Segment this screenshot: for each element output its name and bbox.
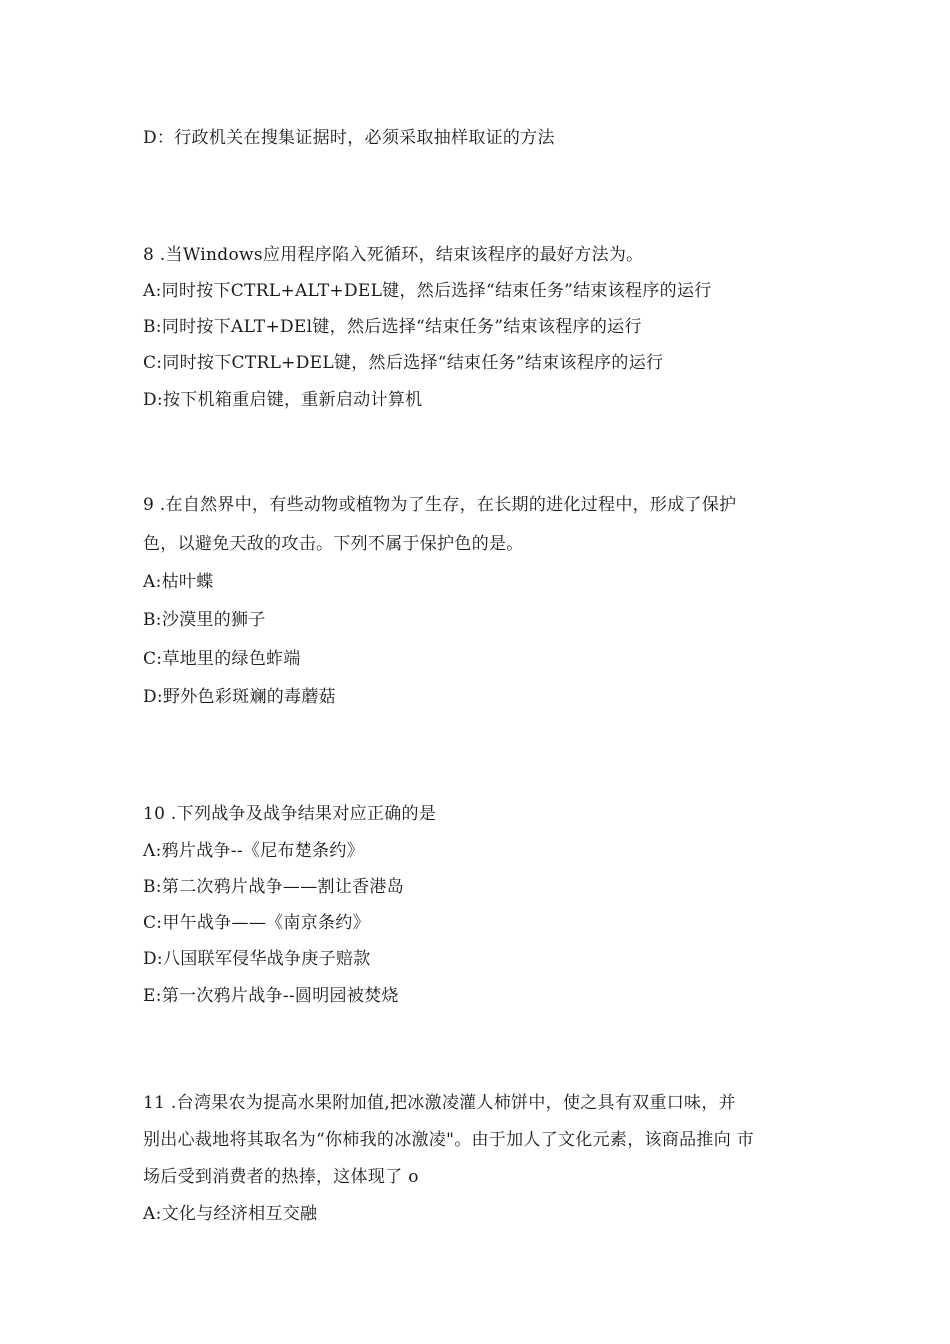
q8-option-d: D:按下机箱重启键，重新启动计算机	[143, 390, 423, 410]
q10-option-e: E:第一次鸦片战争--圆明园被焚烧	[143, 986, 399, 1006]
q9-option-c: C:草地里的绿色蚱端	[143, 649, 301, 669]
q11-stem-line3: 场后受到消费者的热捧，这体现了 o	[143, 1167, 419, 1187]
q8-option-a: A:同时按下CTRL+ALT+DEL键，然后选择“结束任务”结束该程序的运行	[143, 281, 712, 301]
q9-option-a: A:枯叶蝶	[143, 572, 214, 592]
q10-option-b: B:第二次鸦片战争——割让香港岛	[143, 877, 405, 897]
q9-stem-line1: 9 .在自然界中，有些动物或植物为了生存，在长期的进化过程中，形成了保护	[143, 495, 737, 515]
q11-option-a: A:文化与经济相互交融	[143, 1204, 318, 1224]
q10-option-c: C:甲午战争——《南京条约》	[143, 913, 370, 933]
q9-stem-line2: 色，以避免天敌的攻击。下列不属于保护色的是。	[143, 534, 524, 554]
q11-stem-line1: 11 .台湾果农为提高水果附加值,把冰激凌灌人柿饼中，使之具有双重口味，并	[143, 1093, 736, 1113]
q10-stem: 10 .下列战争及战争结果对应正确的是	[143, 804, 437, 824]
q7-option-d: D：行政机关在搜集证据时，必须采取抽样取证的方法	[143, 128, 555, 148]
q9-option-b: B:沙漠里的狮子	[143, 610, 266, 630]
q10-option-d: D:八国联军侵华战争庚子赔款	[143, 949, 371, 969]
q10-option-a: Λ:鸦片战争--《尼布楚条约》	[143, 841, 364, 861]
q9-option-d: D:野外色彩斑斓的毒蘑菇	[143, 687, 336, 707]
q8-option-b: B:同时按下ALT+DEl键，然后选择“结束任务”结束该程序的运行	[143, 317, 642, 337]
q8-option-c: C:同时按下CTRL+DEL键，然后选择“结束任务”结束该程序的运行	[143, 353, 664, 373]
q8-stem: 8 .当Windows应用程序陷入死循环，结束该程序的最好方法为。	[143, 245, 644, 265]
q11-stem-line2: 别出心裁地将其取名为“你柿我的冰激凌"。由于加人了文化元素，该商品推向 市	[143, 1130, 755, 1150]
